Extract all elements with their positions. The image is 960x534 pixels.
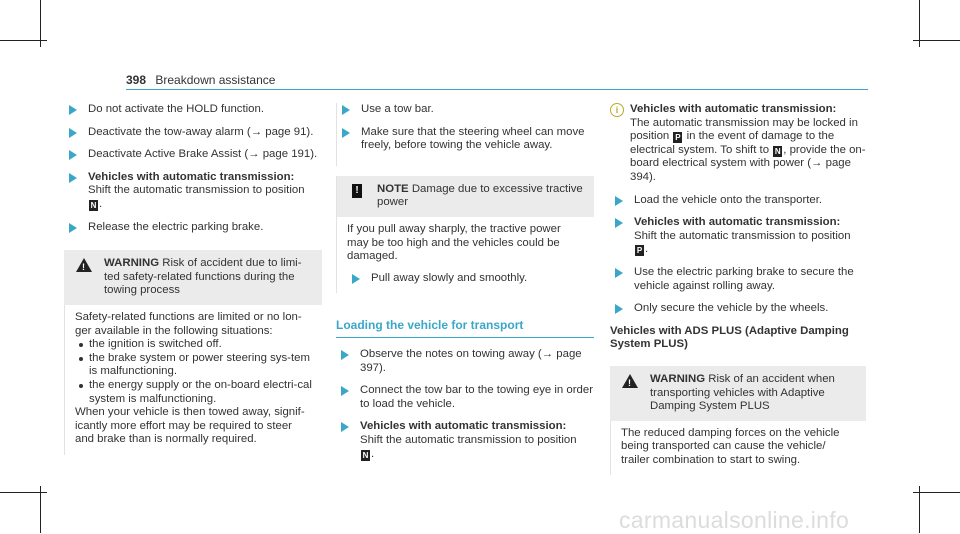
arrow-icon <box>342 128 350 138</box>
step-item: Vehicles with automatic transmission: Shift the automatic transmission to position N . <box>64 171 322 212</box>
warning-triangle-icon: ! <box>622 374 638 388</box>
step-title: Vehicles with automatic transmission: <box>634 216 841 229</box>
step-title: Vehicles with automatic transmission: <box>88 170 295 183</box>
step-item: Use a tow bar. <box>337 103 594 117</box>
gear-p-icon: P <box>636 246 643 256</box>
step-item: Connect the tow bar to the towing eye in order to load the vehicle. <box>336 384 594 411</box>
arrow-icon <box>342 105 350 115</box>
step-item: Observe the notes on towing away (→ page 397). <box>336 348 594 375</box>
step-item: Do not activate the HOLD function. <box>64 103 322 117</box>
step-item: Use the electric parking brake to secure the vehicle against rolling away. <box>610 266 866 293</box>
arrow-icon <box>69 173 77 183</box>
arrow-icon <box>615 268 623 278</box>
crop-mark <box>0 40 47 41</box>
arrow-icon <box>615 218 623 228</box>
steps-box <box>336 103 594 166</box>
crop-mark <box>913 40 960 41</box>
warning-header: ! WARNING Risk of accident due to limi-ted safety-related functions during the towing process <box>64 250 322 305</box>
watermark: carmanualsonline.info <box>619 507 850 533</box>
column-2 <box>336 103 594 470</box>
page-title: Breakdown assistance <box>155 73 276 87</box>
section-title: Loading the vehicle for transport <box>336 318 524 333</box>
info-item: i Vehicles with automatic transmission: The automatic transmission may be locked in position P in the event of damage to the electrical system. To shift to N , provide the on-board electrical system with power (→ page 394). <box>610 103 866 185</box>
subsection-title: Vehicles with ADS PLUS (Adaptive Damping System PLUS) <box>610 324 849 351</box>
page-header <box>126 73 275 87</box>
step-item: Vehicles with automatic transmission: Shift the automatic transmission to position N . <box>336 420 594 461</box>
info-title: Vehicles with automatic transmission: <box>630 103 837 115</box>
gear-p-icon: P <box>675 133 681 143</box>
arrow-icon <box>69 105 77 115</box>
column-3 <box>610 103 866 475</box>
note-box: ! NOTE Damage due to excessive tractive power If you pull away sharply, the tractive power may be too high and the vehicles could be damaged. Pull away slowly and smoothly. <box>336 176 594 294</box>
arrow-icon <box>615 304 623 314</box>
step-item: Deactivate Active Brake Assist (→ page 191). <box>64 148 322 162</box>
arrow-icon <box>341 386 349 396</box>
arrow-icon <box>341 422 349 432</box>
crop-mark <box>913 492 960 493</box>
arrow-icon <box>341 350 349 360</box>
crop-mark <box>40 486 41 533</box>
warning-triangle-icon: ! <box>76 258 92 272</box>
column-1 <box>64 103 322 455</box>
gear-n-icon: N <box>362 450 369 460</box>
crop-mark <box>0 492 47 493</box>
page-number: 398 <box>126 73 147 87</box>
header-rule <box>126 89 868 90</box>
arrow-icon <box>352 274 360 284</box>
warning-box <box>610 366 866 476</box>
list-item: the ignition is switched off. <box>75 338 312 352</box>
arrow-icon <box>615 196 623 206</box>
warning-header: ! WARNING Risk of an accident when transporting vehicles with Adaptive Damping System PLUS <box>610 366 866 421</box>
step-item: Pull away slowly and smoothly. <box>347 272 584 286</box>
step-title: Vehicles with automatic transmission: <box>360 420 567 433</box>
list-item: the brake system or power steering sys-tem is malfunctioning. <box>75 352 312 379</box>
step-item: Deactivate the tow-away alarm (→ page 91). <box>64 126 322 140</box>
warning-body: Safety-related functions are limited or no lon-ger available in the following situations: the ignition is switched off. the brake system or power steering sys-tem is malfunctioning. the energy supply or the on-board electri-cal system is malfunctioning. When your vehicle is then towed away, signif-icantly more effort may be required to steer and brake than is normally required. <box>64 305 322 455</box>
step-item: Release the electric parking brake. <box>64 221 322 235</box>
note-header: ! NOTE Damage due to excessive tractive power <box>337 176 594 217</box>
step-item: Make sure that the steering wheel can move freely, before towing the vehicle away. <box>337 126 594 153</box>
step-item: Vehicles with automatic transmission: Shift the automatic transmission to position P . <box>610 216 866 257</box>
warning-body: The reduced damping forces on the vehicle being transported can cause the vehicle/ trailer combination to start to swing. <box>610 421 866 476</box>
crop-mark <box>919 486 920 533</box>
arrow-icon <box>69 128 77 138</box>
arrow-icon <box>69 150 77 160</box>
list-item: the energy supply or the on-board electri-cal system is malfunctioning. <box>75 379 312 406</box>
info-icon: i <box>610 103 624 117</box>
step-item: Only secure the vehicle by the wheels. <box>610 302 866 316</box>
gear-n-icon: N <box>774 146 781 156</box>
arrow-icon <box>69 223 77 233</box>
gear-n-icon: N <box>90 200 97 210</box>
step-item: Load the vehicle onto the transporter. <box>610 194 866 208</box>
warning-box <box>64 250 322 455</box>
note-icon: ! <box>352 184 362 198</box>
